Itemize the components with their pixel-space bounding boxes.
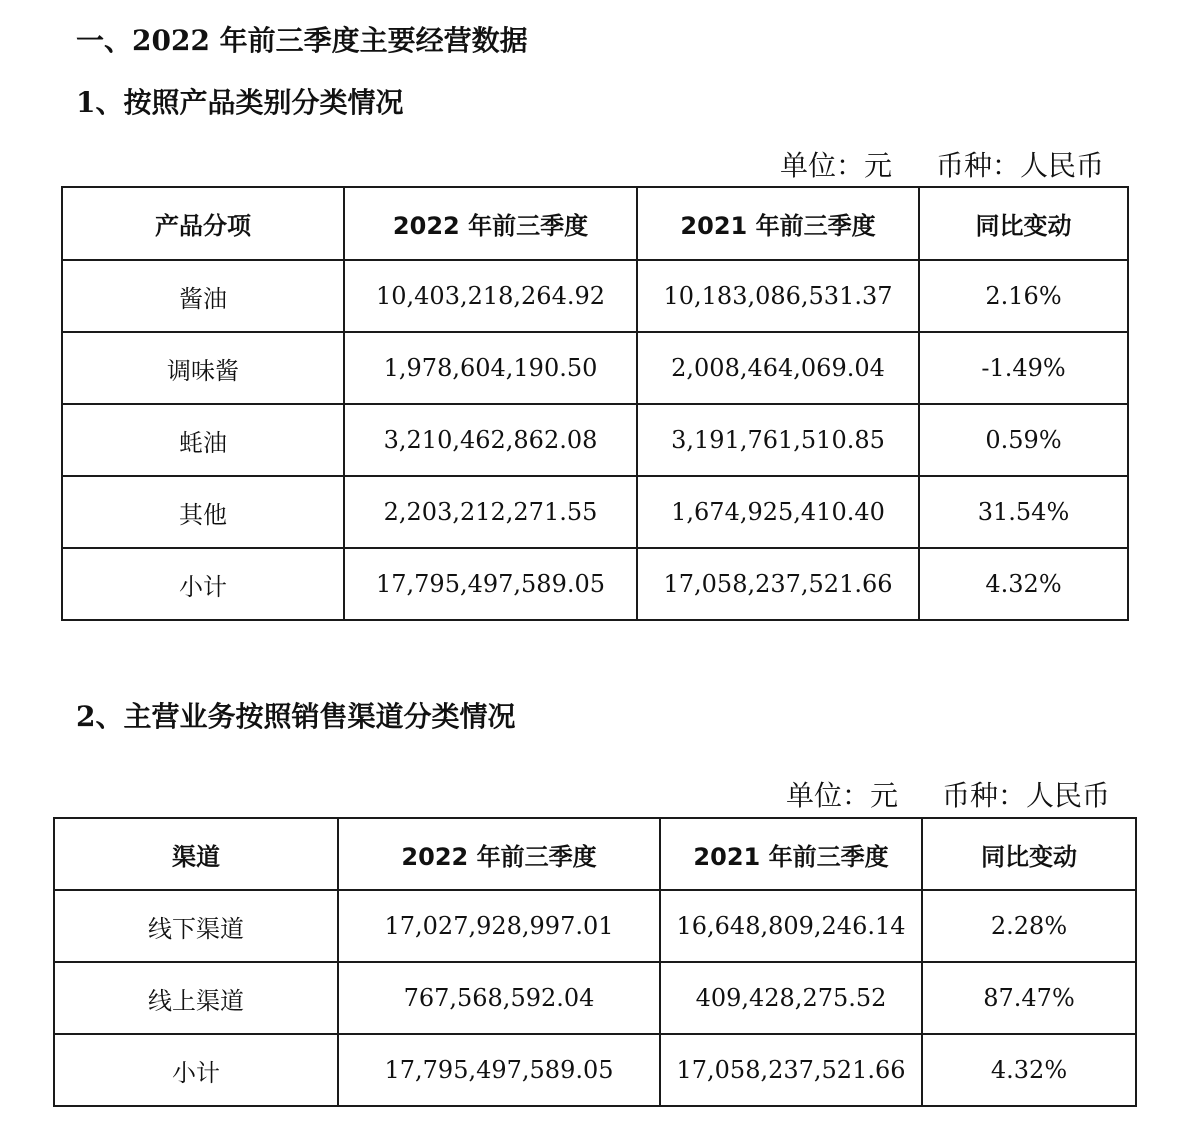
yoy-change-cell: 2.16%	[919, 260, 1128, 332]
currency-label: 币种：人民币	[935, 149, 1104, 182]
yoy-change-cell: 4.32%	[922, 1034, 1136, 1106]
value-2022-cell: 10,403,218,264.92	[344, 260, 637, 332]
column-header: 2021 年前三季度	[637, 187, 919, 260]
yoy-change-cell: 87.47%	[922, 962, 1136, 1034]
yoy-change-cell: 4.32%	[919, 548, 1128, 620]
category-cell: 其他	[62, 476, 344, 548]
table-header-row	[62, 187, 1128, 260]
column-header: 产品分项	[62, 187, 344, 260]
unit-label: 单位：元	[779, 149, 892, 182]
column-header: 2022 年前三季度	[344, 187, 637, 260]
yoy-change-cell: 0.59%	[919, 404, 1128, 476]
table-row	[62, 260, 1128, 332]
value-2021-cell: 16,648,809,246.14	[660, 890, 922, 962]
channel-cell: 线上渠道	[54, 962, 338, 1034]
value-2021-cell: 17,058,237,521.66	[660, 1034, 922, 1106]
value-2022-cell: 17,795,497,589.05	[344, 548, 637, 620]
value-2021-cell: 2,008,464,069.04	[637, 332, 919, 404]
value-2022-cell: 17,795,497,589.05	[338, 1034, 660, 1106]
category-cell: 小计	[62, 548, 344, 620]
value-2022-cell: 3,210,462,862.08	[344, 404, 637, 476]
column-header: 同比变动	[919, 187, 1128, 260]
value-2022-cell: 1,978,604,190.50	[344, 332, 637, 404]
table-row-subtotal	[54, 1034, 1136, 1106]
table-header-row	[54, 818, 1136, 890]
column-header: 同比变动	[922, 818, 1136, 890]
value-2021-cell: 10,183,086,531.37	[637, 260, 919, 332]
category-cell: 酱油	[62, 260, 344, 332]
category-cell: 调味酱	[62, 332, 344, 404]
section-heading-sales-channel: 2、主营业务按照销售渠道分类情况	[76, 700, 516, 733]
table-row	[54, 962, 1136, 1034]
unit-currency-note	[779, 149, 1104, 182]
value-2021-cell: 3,191,761,510.85	[637, 404, 919, 476]
yoy-change-cell: 31.54%	[919, 476, 1128, 548]
table-row	[62, 332, 1128, 404]
channel-cell: 线下渠道	[54, 890, 338, 962]
currency-label: 币种：人民币	[941, 779, 1110, 812]
column-header: 2021 年前三季度	[660, 818, 922, 890]
unit-label: 单位：元	[785, 779, 898, 812]
document-title: 一、2022 年前三季度主要经营数据	[76, 24, 528, 57]
yoy-change-cell: -1.49%	[919, 332, 1128, 404]
value-2021-cell: 1,674,925,410.40	[637, 476, 919, 548]
channel-cell: 小计	[54, 1034, 338, 1106]
sales-channel-table	[53, 817, 1137, 1107]
value-2021-cell: 409,428,275.52	[660, 962, 922, 1034]
table-row	[62, 404, 1128, 476]
value-2021-cell: 17,058,237,521.66	[637, 548, 919, 620]
column-header: 渠道	[54, 818, 338, 890]
table-row	[62, 476, 1128, 548]
table-row-subtotal	[62, 548, 1128, 620]
table-row	[54, 890, 1136, 962]
unit-currency-note	[785, 779, 1110, 812]
section-heading-product-category: 1、按照产品类别分类情况	[76, 86, 404, 119]
value-2022-cell: 17,027,928,997.01	[338, 890, 660, 962]
value-2022-cell: 2,203,212,271.55	[344, 476, 637, 548]
category-cell: 蚝油	[62, 404, 344, 476]
product-category-table	[61, 186, 1129, 621]
yoy-change-cell: 2.28%	[922, 890, 1136, 962]
column-header: 2022 年前三季度	[338, 818, 660, 890]
value-2022-cell: 767,568,592.04	[338, 962, 660, 1034]
